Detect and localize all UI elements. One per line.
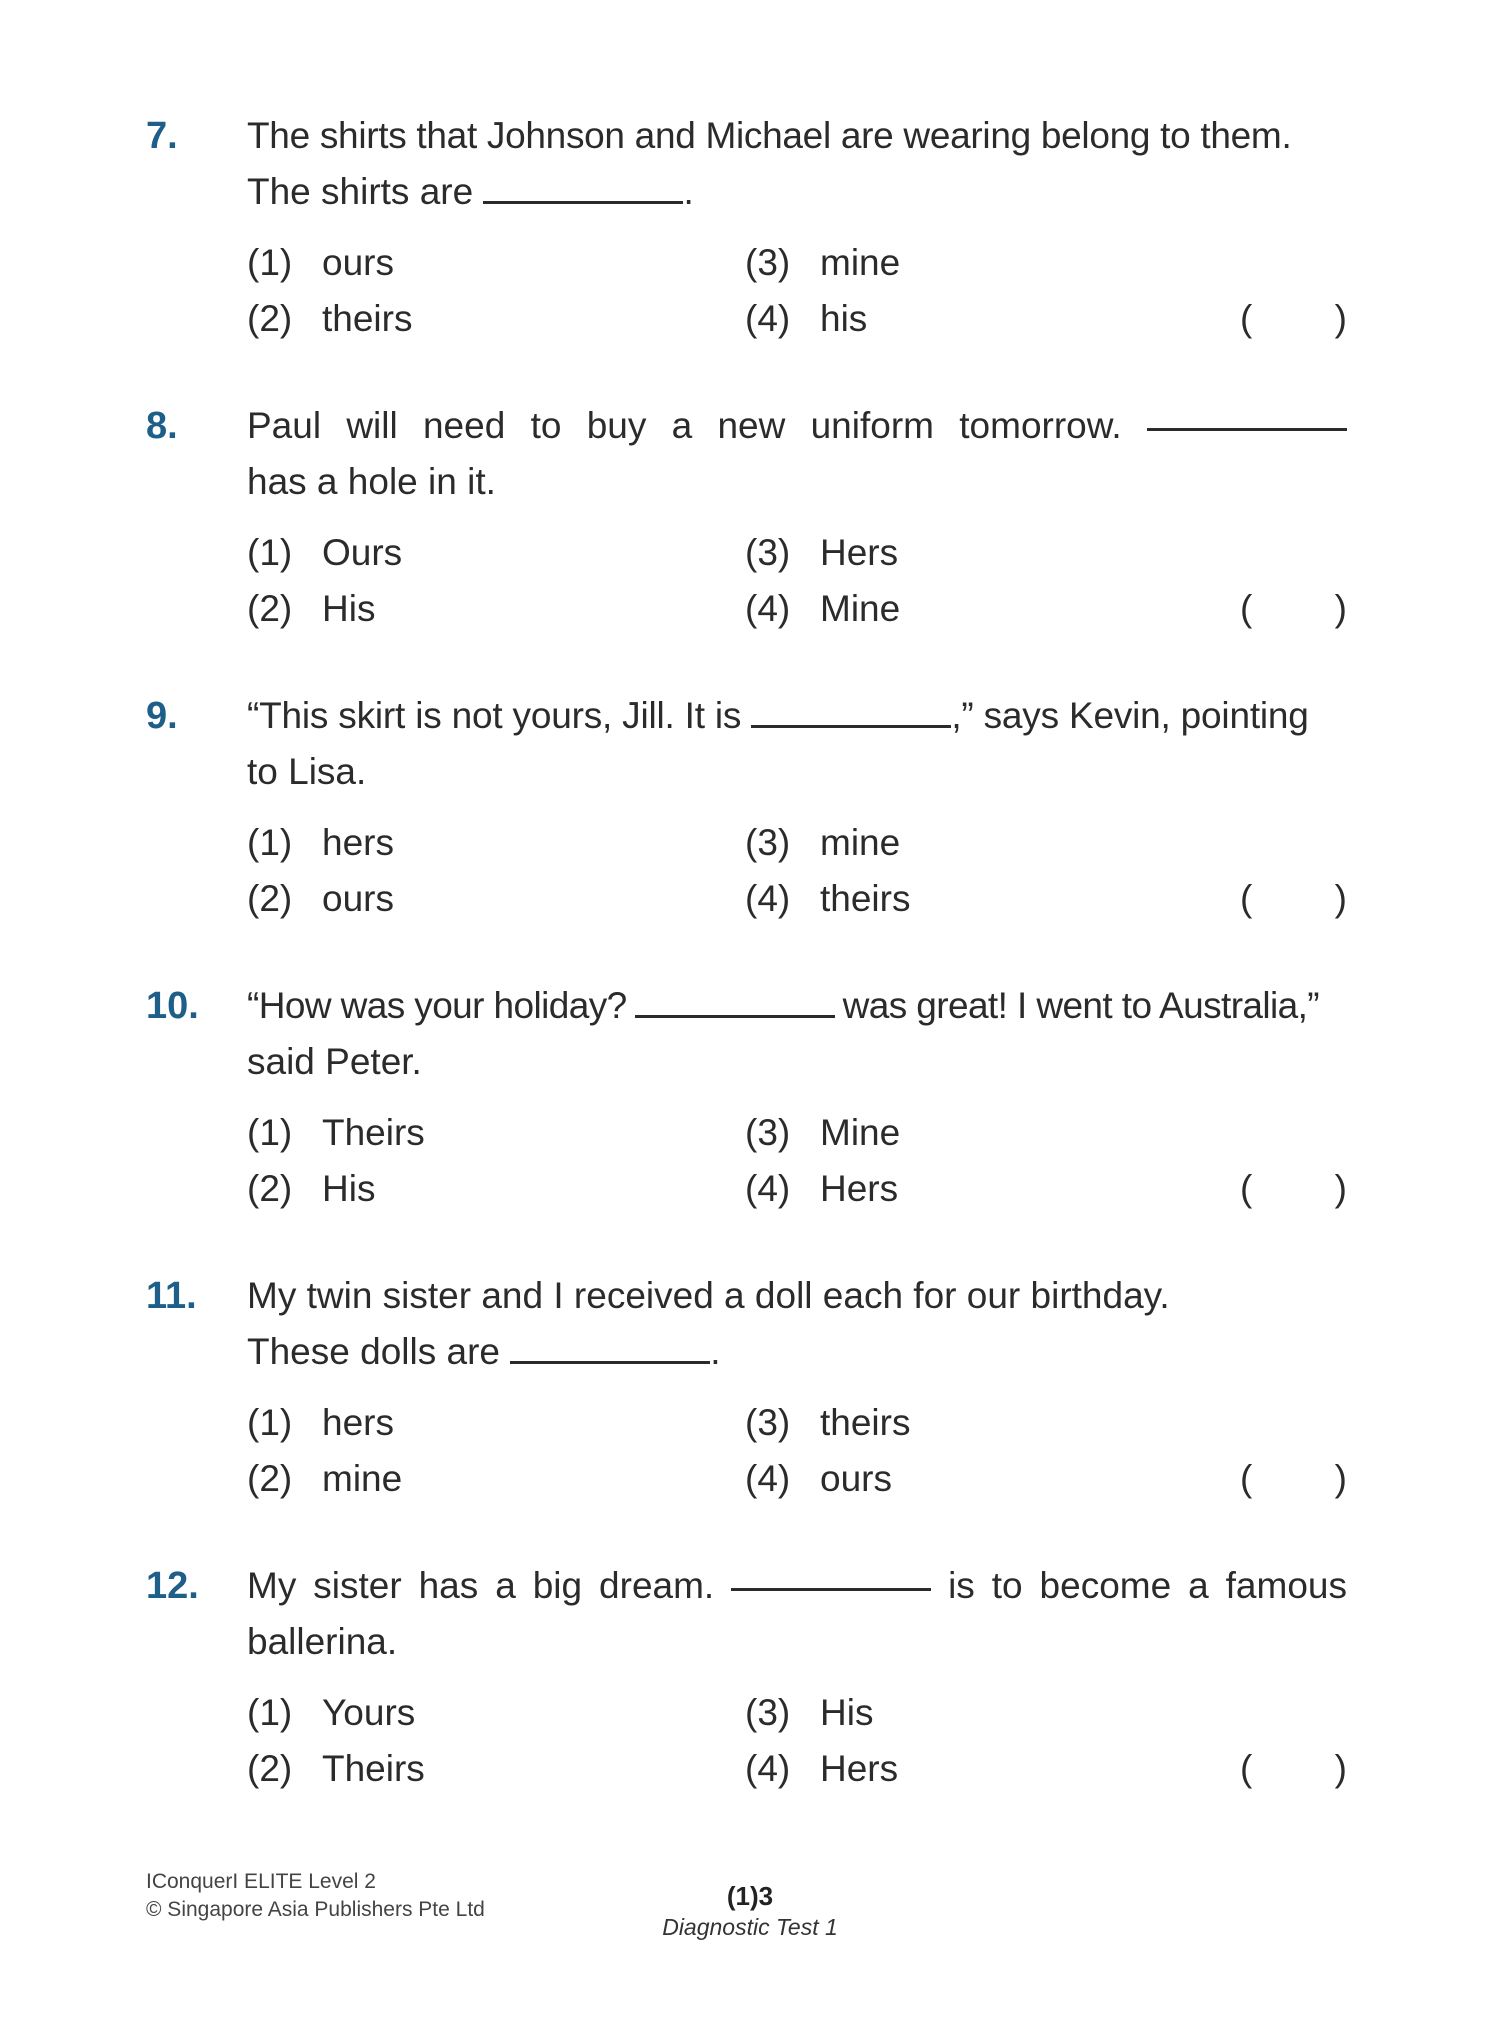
option-4[interactable]: (4) his: [745, 298, 868, 339]
question-number: 12.: [146, 1565, 199, 1607]
question-number: 8.: [146, 405, 178, 447]
stem-text: The shirts that Johnson and Michael are wearing belong to them.: [247, 115, 1292, 156]
footer-page: [600, 1880, 900, 1942]
question-number: 10.: [146, 985, 199, 1027]
option-3[interactable]: (3) mine: [745, 242, 901, 283]
stem-text: These dolls are: [247, 1331, 500, 1372]
answer-blank[interactable]: [751, 695, 951, 728]
stem-text: My twin sister and I received a doll each for our birthday.: [247, 1275, 1170, 1316]
option-1[interactable]: (1) hers: [247, 1402, 394, 1443]
copyright: © Singapore Asia Publishers Pte Ltd: [146, 1898, 485, 1921]
answer-blank[interactable]: [635, 985, 835, 1018]
answer-bracket[interactable]: ( ): [1240, 878, 1347, 919]
option-3[interactable]: (3) His: [745, 1692, 874, 1733]
option-4[interactable]: (4) theirs: [745, 878, 911, 919]
stem-text: to Lisa.: [247, 751, 367, 792]
option-3[interactable]: (3) Hers: [745, 532, 899, 573]
option-3[interactable]: (3) theirs: [745, 1402, 911, 1443]
option-2[interactable]: (2) His: [247, 1168, 376, 1209]
option-1[interactable]: (1) Theirs: [247, 1112, 425, 1153]
question-number: 11.: [146, 1275, 197, 1317]
answer-blank[interactable]: [510, 1331, 710, 1364]
stem-text: The shirts are: [247, 171, 474, 212]
question-number: 9.: [146, 695, 178, 737]
answer-bracket[interactable]: ( ): [1240, 1748, 1347, 1789]
answer-bracket[interactable]: ( ): [1240, 1458, 1347, 1499]
option-4[interactable]: (4) Hers: [745, 1168, 899, 1209]
option-1[interactable]: (1) Yours: [247, 1692, 416, 1733]
answer-blank[interactable]: [483, 171, 683, 204]
option-1[interactable]: (1) hers: [247, 822, 394, 863]
option-2[interactable]: (2) theirs: [247, 298, 413, 339]
option-4[interactable]: (4) ours: [745, 1458, 892, 1499]
option-1[interactable]: (1) ours: [247, 242, 394, 283]
series-name: IConquerI ELITE Level 2: [146, 1870, 376, 1893]
footer-publisher: [146, 1868, 485, 1924]
option-4[interactable]: (4) Mine: [745, 588, 901, 629]
answer-blank[interactable]: [731, 1558, 931, 1591]
answer-blank[interactable]: [1147, 398, 1347, 431]
stem-text: ballerina.: [247, 1621, 398, 1662]
option-2[interactable]: (2) His: [247, 588, 376, 629]
stem-text: has a hole in it.: [247, 461, 496, 502]
answer-bracket[interactable]: ( ): [1240, 1168, 1347, 1209]
option-2[interactable]: (2) mine: [247, 1458, 403, 1499]
answer-bracket[interactable]: ( ): [1240, 588, 1347, 629]
stem-text: said Peter.: [247, 1041, 422, 1082]
question-number: 7.: [146, 115, 178, 157]
stem-text: .: [683, 171, 694, 212]
option-4[interactable]: (4) Hers: [745, 1748, 899, 1789]
answer-bracket[interactable]: ( ): [1240, 298, 1347, 339]
test-name: Diagnostic Test 1: [662, 1914, 838, 1940]
option-3[interactable]: (3) Mine: [745, 1112, 901, 1153]
option-2[interactable]: (2) Theirs: [247, 1748, 425, 1789]
page-number: (1)3: [726, 1881, 774, 1911]
option-3[interactable]: (3) mine: [745, 822, 901, 863]
option-1[interactable]: (1) Ours: [247, 532, 403, 573]
stem-text: .: [710, 1331, 721, 1372]
option-2[interactable]: (2) ours: [247, 878, 394, 919]
